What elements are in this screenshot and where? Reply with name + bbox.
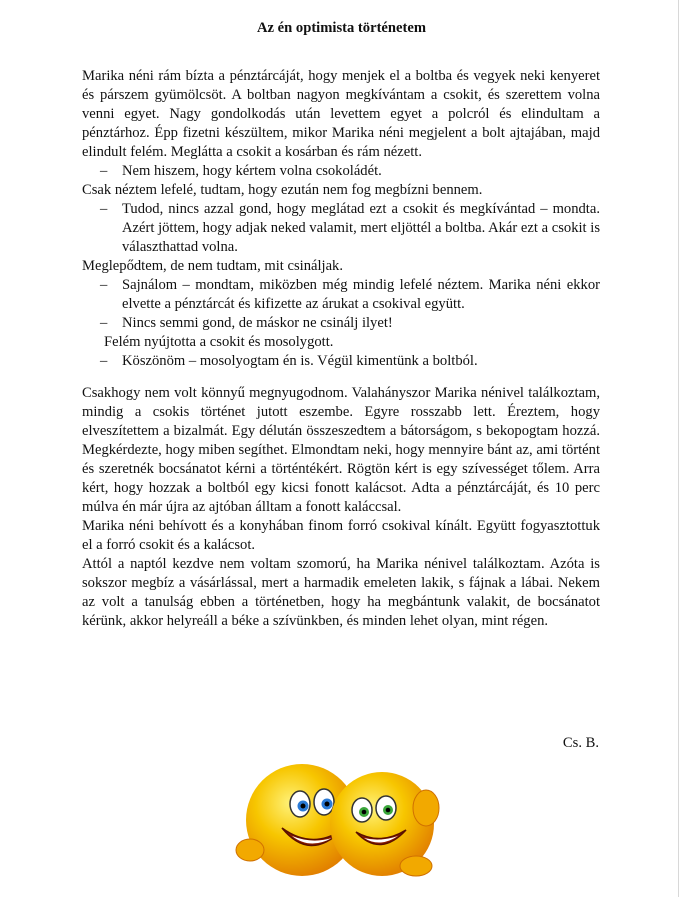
dash: –: [100, 277, 108, 293]
dialogue-line: [82, 162, 600, 181]
dialogue-text: Köszönöm – mosolyogtam én is. Végül kimentünk a boltból.: [122, 353, 478, 369]
right-smiley: [330, 772, 439, 876]
dash: –: [100, 353, 108, 369]
dialogue-line: [82, 276, 600, 314]
story-body: [82, 67, 600, 631]
dialogue-text: Nem hiszem, hogy kértem volna csokoládét.: [122, 163, 382, 179]
dialogue-text: Sajnálom – mondtam, miközben még mindig lefelé néztem. Marika néni ekkor elvette a pénztárcát és kifizette az árukat a csokival együtt.: [122, 277, 600, 312]
signature: Cs. B.: [562, 735, 599, 751]
paragraph: Csakhogy nem volt könnyű megnyugodnom. Valahányszor Marika nénivel találkoztam, mindig a csokis történet jutott eszembe. Egyre rosszabb lett. Éreztem, hogy elveszítettem a bizalmát. Egy délután összeszedtem a bátorságom, s bekopogtam hozzá. Megkérdezte, hogy miben segíthet. Elmondtam neki, hogy mennyire bánt az, ami történt és szeretnék bocsánatot kérni a történtékért. Rögtön kért is egy szívességet tőlem. Arra kért, hogy hozzak a boltból egy kicsi fonott kalácsot. Adta a pénztárcáját, és 10 perc múlva én már újra az ajtóban álltam a fonott kaláccsal.: [82, 385, 600, 515]
paragraph: Meglepődtem, de nem tudtam, mit csináljak.: [82, 258, 344, 274]
dash: –: [100, 163, 108, 179]
paragraph: Attól a naptól kezdve nem voltam szomorú, ha Marika nénivel találkoztam. Azóta is sokszor megbíz a vásárlással, mert a harmadik emeleten lakik, s fájnak a lábai. Nekem az volt a tanulság ebben a történetben, hogy ha megbántunk valakit, de bocsánatot kérünk, akkor helyreáll a béke a szívünkben, és minden lehet olyan, mint régen.: [82, 556, 600, 629]
dash: –: [100, 201, 108, 217]
dialogue-line: [82, 200, 600, 257]
dialogue-text: Tudod, nincs azzal gond, hogy meglátad ezt a csokit és megkívántad – mondta. Azért jöttem, hogy adjak neked valamit, mert eljöttél a boltba. Akár ezt a csokit is választhattad volna.: [122, 201, 600, 255]
hugging-smileys-icon: [230, 758, 450, 888]
paragraph: Marika néni behívott és a konyhában finom forró csokival kínált. Együtt fogyasztottuk el a forró csokit és a kalácsot.: [82, 518, 600, 553]
dialogue-line: [82, 352, 600, 371]
dialogue-line: [82, 314, 600, 333]
dash: –: [100, 315, 108, 331]
paragraph: Marika néni rám bízta a pénztárcáját, hogy menjek el a boltba és vegyek neki kenyeret és párszem gyümölcsöt. A boltban nagyon megkívántam a csokit, és szerettem volna venni egyet. Nagy gondolkodás után levettem egyet a polcról és elindultam a pénztárhoz. Épp fizetni készültem, mikor Marika néni megjelent a bolt ajtajában, majd elindult felém. Meglátta a csokit a kosárban és rám nézett.: [82, 68, 600, 160]
paragraph: Felém nyújtotta a csokit és mosolygott.: [104, 334, 334, 350]
spacer: [82, 371, 600, 384]
page-title: Az én optimista történetem: [257, 20, 426, 36]
page-edge: [678, 0, 679, 897]
dialogue-text: Nincs semmi gond, de máskor ne csinálj ilyet!: [122, 315, 393, 331]
paragraph: Csak néztem lefelé, tudtam, hogy ezután nem fog megbízni bennem.: [82, 182, 483, 198]
